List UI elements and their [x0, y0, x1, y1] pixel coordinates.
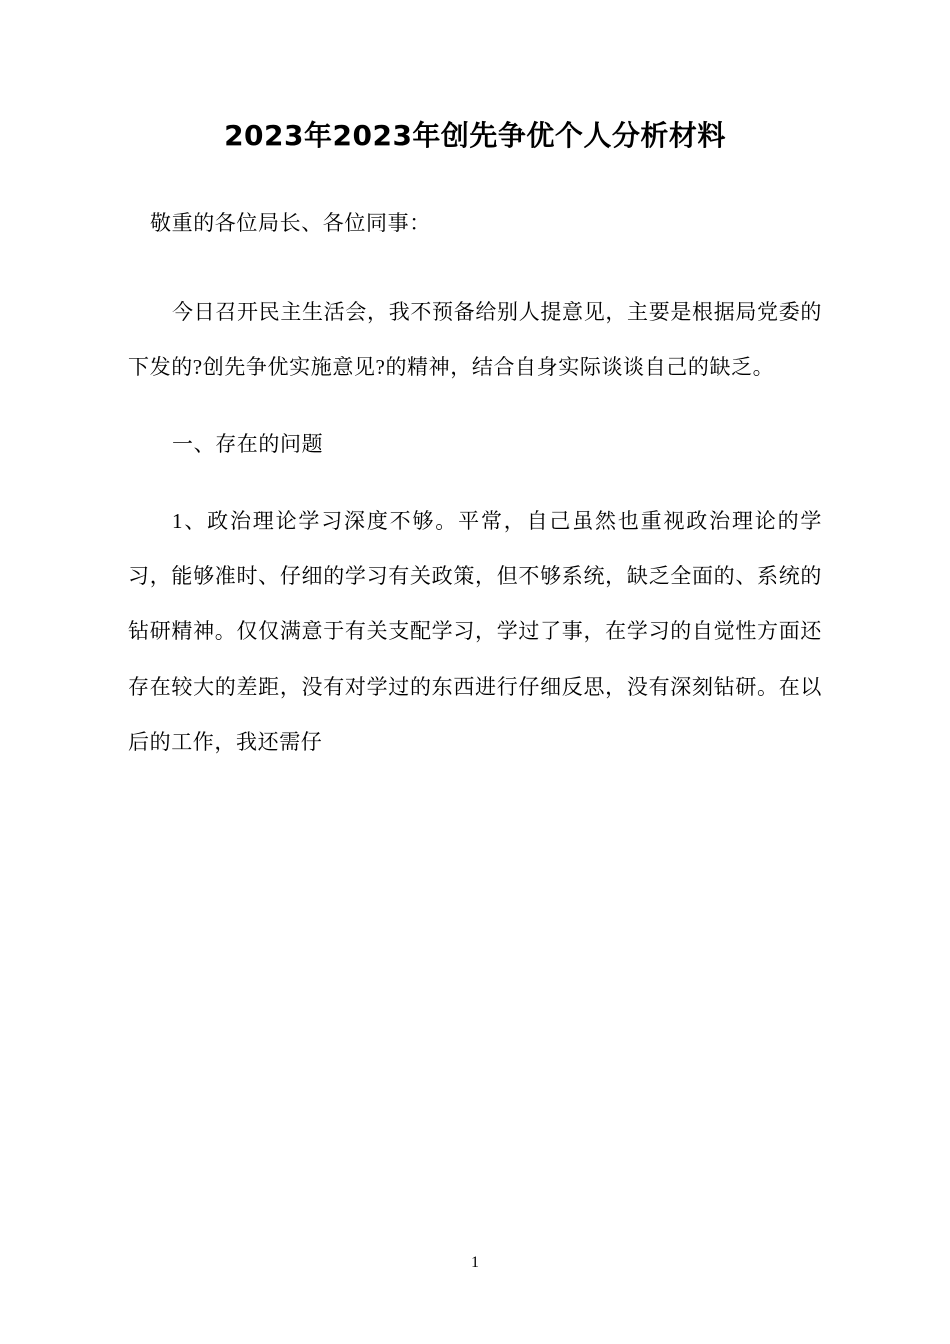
body-paragraph-1: 今日召开民主生活会，我不预备给别人提意见，主要是根据局党委的下发的?创先争优实施意见?的精神，结合自身实际谈谈自己的缺乏。: [128, 300, 822, 380]
body-paragraph-2: 1、政治理论学习深度不够。平常，自己虽然也重视政治理论的学习，能够准时、仔细的学习有关政策，但不够系统，缺乏全面的、系统的钻研精神。仅仅满意于有关支配学习，学过了事，在学习的自觉性方面还存在较大的差距，没有对学过的东西进行仔细反思，没有深刻钻研。在以后的工作，我还需仔: [128, 509, 822, 754]
spacer: [128, 251, 822, 285]
page-title: 2023年2023年创先争优个人分析材料: [224, 119, 726, 152]
salutation-paragraph: 敬重的各位局长、各位同事：: [150, 211, 431, 236]
spacer: [128, 472, 822, 494]
section-heading-1: 一、存在的问题: [172, 432, 324, 457]
page-number: 1: [471, 1254, 479, 1271]
spacer: [128, 395, 822, 417]
